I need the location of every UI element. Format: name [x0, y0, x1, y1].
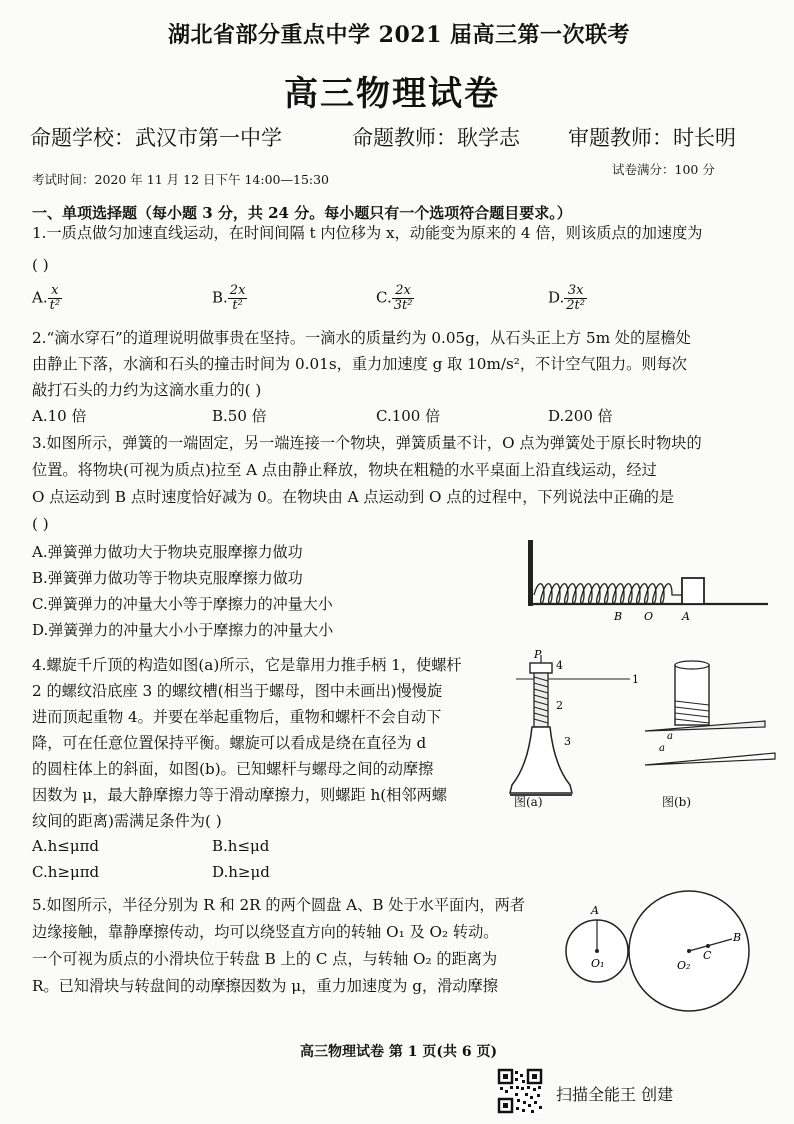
q1-option-b: B. $\frac{2x}{\text{t²}}$	[212, 283, 246, 313]
label-4: 4	[556, 659, 563, 672]
q4-stem-1: 4.螺旋千斤顶的构造如图(a)所示，它是靠用力推手柄 1，使螺杆	[32, 656, 462, 674]
load-top	[530, 663, 552, 673]
q5-stem-1: 5.如图所示，半径分别为 R 和 2R 的两个圆盘 A、B 处于水平面内，两者	[32, 896, 525, 914]
q4-stem-4: 降，可在任意位置保持平衡。螺旋可以看成是绕在直径为 d	[32, 734, 427, 752]
qr-code-icon	[497, 1068, 543, 1114]
q2-option-c: C.100 倍	[376, 407, 441, 425]
q4-option-b: B.h≤μd	[212, 837, 270, 855]
label-1: 1	[632, 673, 639, 686]
score-info: 试卷满分：100 分	[612, 162, 715, 177]
q3-stem-2: 位置。将物块(可视为质点)拉至 A 点由静止释放，物块在粗糙的水平桌面上沿直线运动，经过	[32, 461, 657, 479]
block	[682, 578, 704, 604]
fig-b-caption: 图(b)	[662, 795, 692, 809]
q5-disks-figure	[565, 895, 765, 1015]
q3-spring-figure	[522, 540, 772, 623]
q2-stem-1: 2.“滴水穿石”的道理说明做事贵在坚持。一滴水的质量约为 0.05g，从石头正上方 5m 处的屋檐处	[32, 329, 691, 347]
page-footer: 高三物理试卷 第 1 页(共 6 页)	[300, 1044, 498, 1060]
q5-stem-4: R。已知滑块与转盘间的动摩擦因数为 μ，重力加速度为 g，滑动摩擦	[32, 977, 498, 995]
jack-base	[510, 727, 572, 793]
paper-title: 高三物理试卷	[284, 74, 500, 114]
reviewer-info: 审题教师：时长明	[568, 126, 736, 150]
label-alpha-bottom: a	[659, 743, 665, 754]
q3-stem-3: O 点运动到 B 点时速度恰好减为 0。在物块由 A 点运动到 O 点的过程中，下列说法中正确的是	[32, 488, 675, 506]
q1-option-d: D. $\frac{3x}{\text{2t²}}$	[548, 283, 585, 313]
q5-stem-2: 边缘接触，靠静摩擦传动，均可以绕竖直方向的转轴 O₁ 及 O₂ 转动。	[32, 923, 499, 941]
exam-name: 湖北省部分重点中学 2021 届高三第一次联考	[168, 22, 631, 48]
label-c: C	[703, 949, 712, 962]
q4-option-c: C.h≥μπd	[32, 863, 100, 881]
label-p: P	[534, 648, 542, 661]
q4-stem-6: 因数为 μ，最大静摩擦力等于滑动摩擦力，则螺距 h(相邻两螺	[32, 786, 447, 804]
q3-stem-1: 3.如图所示，弹簧的一端固定，另一端连接一个物块，弹簧质量不计，O 点为弹簧处于原长时物块的	[32, 434, 702, 452]
scanner-brand: 扫描全能王 创建	[556, 1085, 674, 1104]
q1-bracket: ( )	[32, 256, 49, 274]
q4-stem-5: 的圆柱体上的斜面，如图(b)。已知螺杆与螺母之间的动摩擦	[32, 760, 434, 778]
axis-o2	[687, 949, 691, 953]
q2-option-d: D.200 倍	[548, 407, 613, 425]
q4-stem-7: 纹间的距离)需满足条件为( )	[32, 812, 222, 830]
axis-o1	[595, 949, 599, 953]
q1-option-c: C. $\frac{2x}{\text{3t²}}$	[376, 283, 413, 313]
cylinder-top	[675, 661, 709, 669]
q4-stem-3: 进而顶起重物 4。并要在举起重物后，重物和螺杆不会自动下	[32, 708, 442, 726]
time-info: 考试时间：2020 年 11 月 12 日下午 14:00—15:30	[32, 172, 330, 187]
q4-stem-2: 2 的螺纹沿底座 3 的螺纹槽(相当于螺母，图中未画出)慢慢旋	[32, 682, 443, 700]
label-2: 2	[556, 699, 563, 712]
q1-option-a: A. $\frac{x}{\text{t²}}$	[32, 283, 61, 313]
q2-stem-3: 敲打石头的力约为这滴水重力的( )	[32, 381, 262, 399]
label-3: 3	[564, 735, 571, 748]
school-info: 命题学校：武汉市第一中学	[30, 126, 282, 150]
label-b: B	[614, 610, 623, 623]
q2-option-b: B.50 倍	[212, 407, 267, 425]
q4-option-a: A.h≤μπd	[32, 837, 100, 855]
incline-bottom	[645, 753, 775, 765]
q4-figure-b	[645, 655, 785, 790]
spring	[534, 584, 682, 604]
q3-option-b: B.弹簧弹力做功等于物块克服摩擦力做功	[32, 569, 303, 587]
q2-option-a: A.10 倍	[32, 407, 87, 425]
label-a: A	[682, 610, 690, 623]
fig-a-caption: 图(a)	[514, 795, 543, 809]
q3-option-a: A.弹簧弹力做功大于物块克服摩擦力做功	[32, 543, 303, 561]
label-o1: O₁	[591, 957, 605, 970]
fixed-wall	[528, 540, 533, 606]
q5-stem-3: 一个可视为质点的小滑块位于转盘 B 上的 C 点，与转轴 O₂ 的距离为	[32, 950, 498, 968]
q4-figure-a	[510, 645, 640, 810]
label-o2: O₂	[677, 959, 691, 972]
setter-info: 命题教师：耿学志	[352, 126, 520, 150]
q3-option-d: D.弹簧弹力的冲量大小小于摩擦力的冲量大小	[32, 621, 334, 639]
q2-stem-2: 由静止下落，水滴和石头的撞击时间为 0.01s，重力加速度 g 取 10m/s²，不计空气阻力。则每次	[32, 355, 687, 373]
label-disk-b: B	[733, 931, 742, 944]
q1-stem: 1.一质点做匀加速直线运动，在时间间隔 t 内位移为 x，动能变为原来的 4 倍，则该质点的加速度为	[32, 224, 703, 242]
label-o: O	[644, 610, 654, 623]
label-disk-a: A	[591, 904, 599, 917]
label-alpha-top: a	[667, 731, 673, 742]
q4-option-d: D.h≥μd	[212, 863, 270, 881]
slider-c	[706, 944, 710, 948]
q3-bracket: ( )	[32, 515, 49, 533]
screw-rod	[534, 673, 548, 727]
q3-option-c: C.弹簧弹力的冲量大小等于摩擦力的冲量大小	[32, 595, 333, 613]
section-heading: 一、单项选择题（每小题 3 分，共 24 分。每小题只有一个选项符合题目要求。）	[32, 204, 572, 222]
